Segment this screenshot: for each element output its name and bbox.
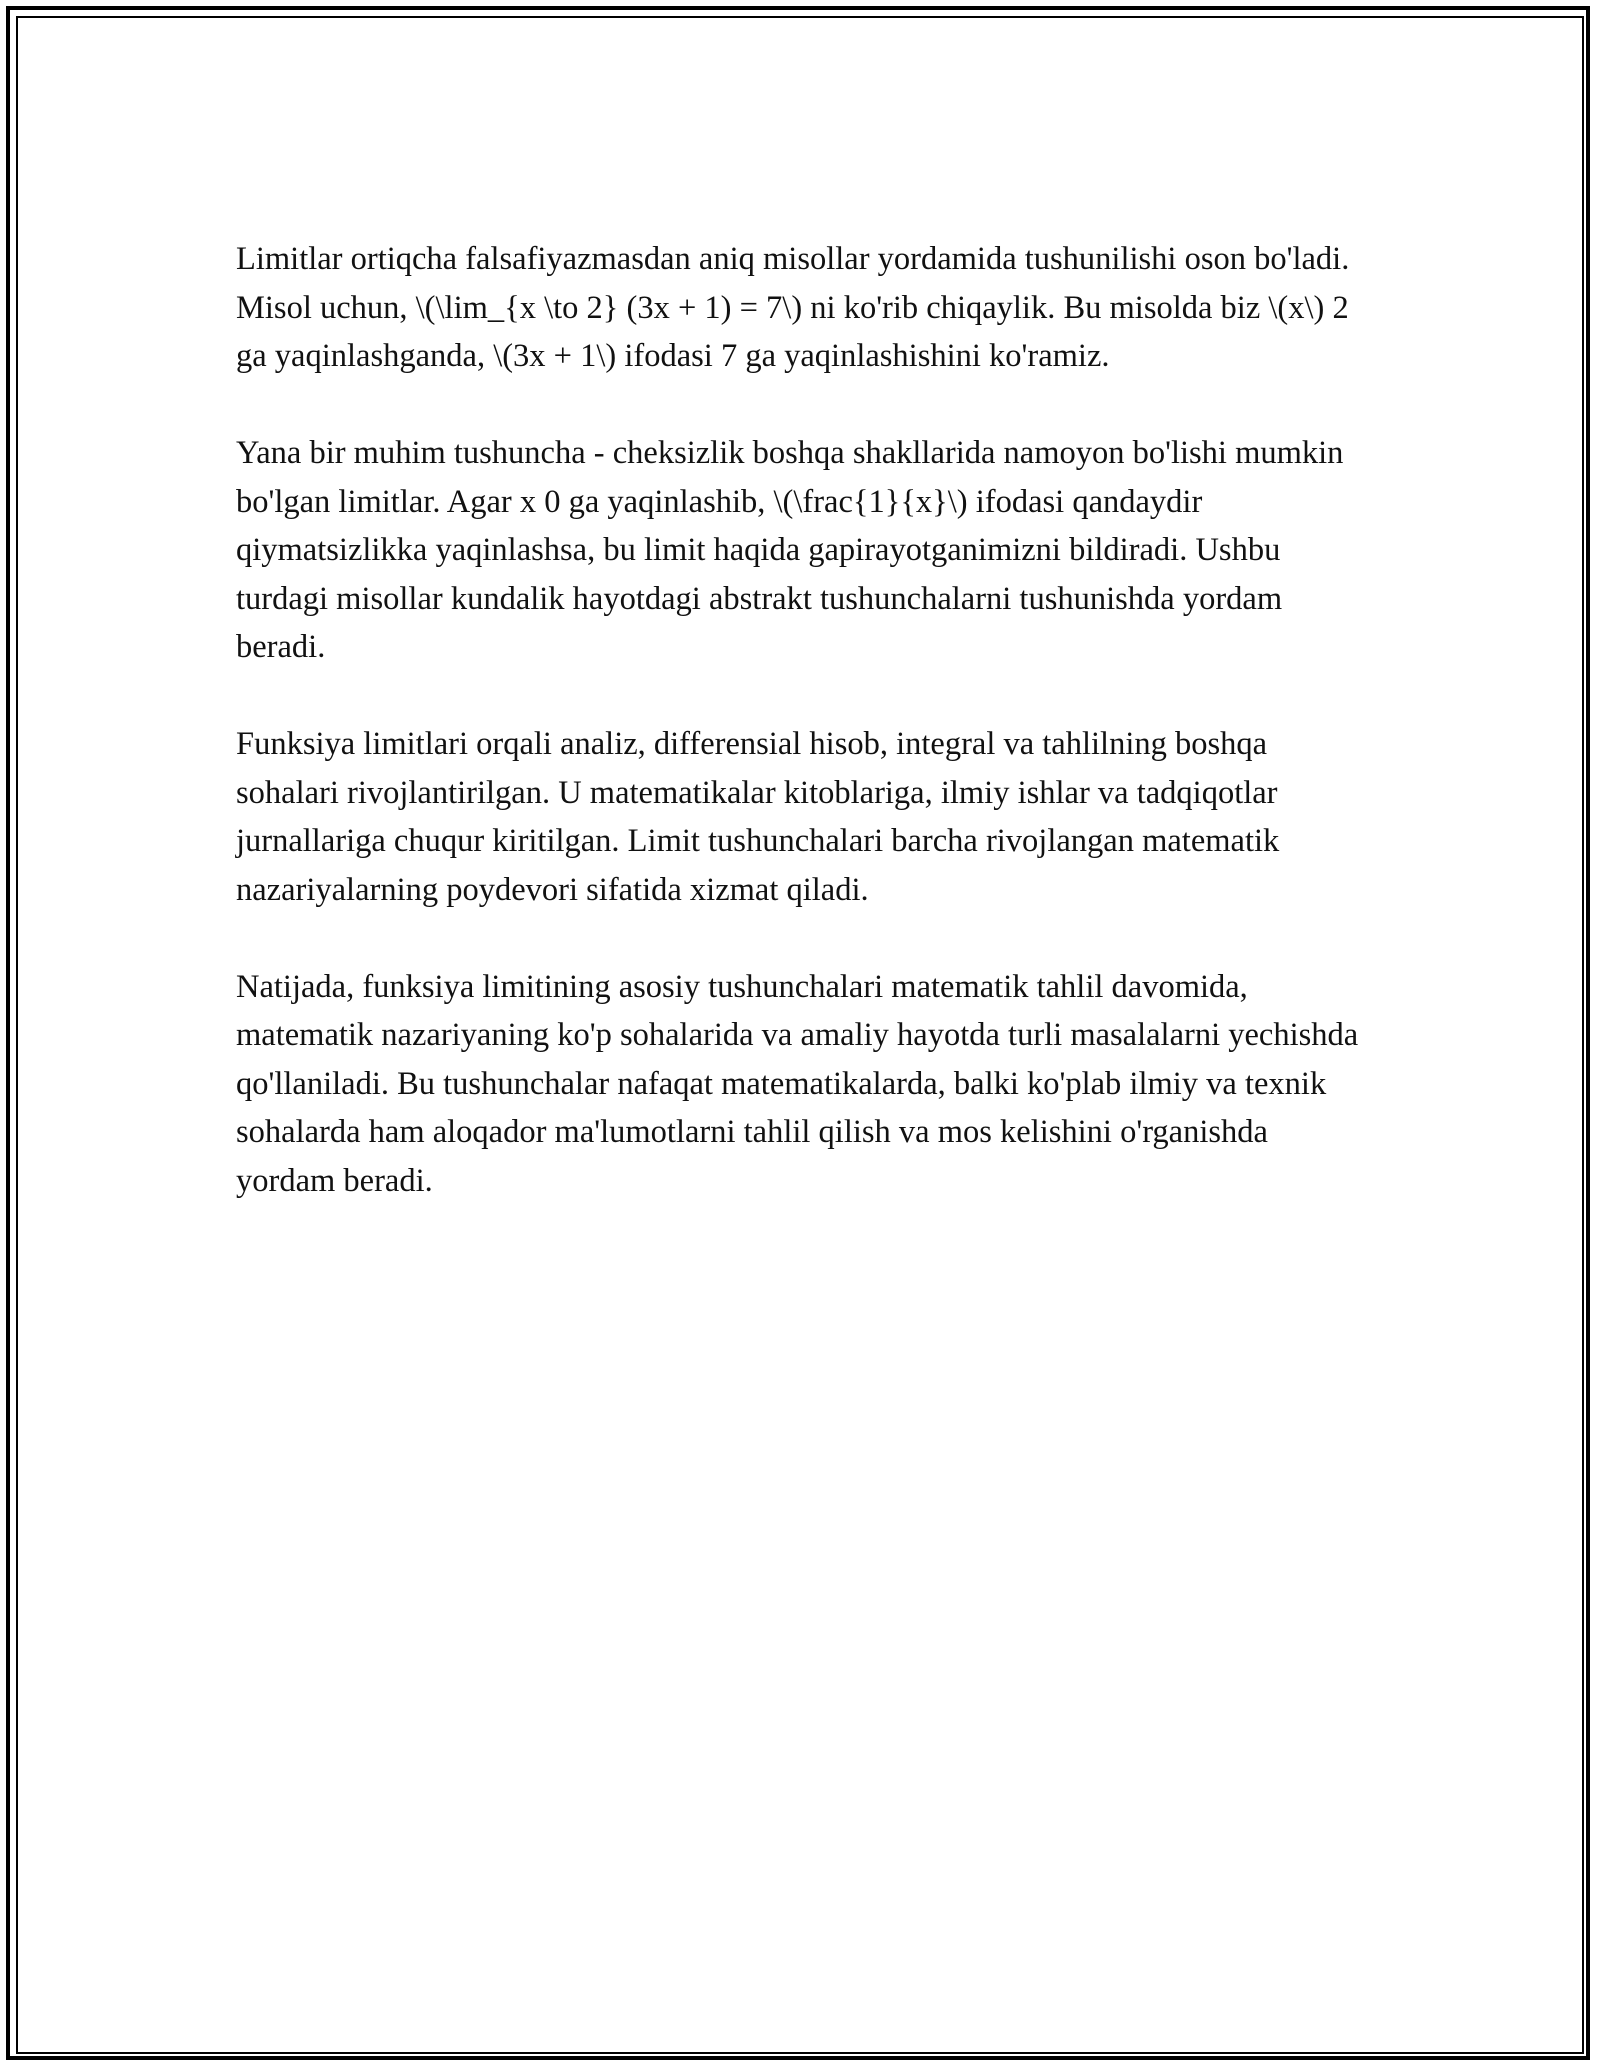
- paragraph-4: Natijada, funksiya limitining asosiy tushunchalari matematik tahlil davomida, matematik nazariyaning ko'p sohalarida va amaliy hayotda turli masalalarni yechishda qo'llaniladi. Bu tushunchalar nafaqat matematikalarda, balki ko'plab ilmiy va texnik sohalarda ham aloqador ma'lumotlarni tahlil qilish va mos kelishini o'rganishda yordam beradi.: [236, 968, 1359, 1199]
- document-body: [236, 235, 1366, 1254]
- paragraph-3: Funksiya limitlari orqali analiz, differensial hisob, integral va tahlilning boshqa sohalari rivojlantirilgan. U matematikalar kitoblariga, ilmiy ishlar va tadqiqotlar jurnallariga chuqur kiritilgan. Limit tushunchalari barcha rivojlangan matematik nazariyalarning poydevori sifatida xizmat qiladi.: [236, 726, 1280, 908]
- paragraph-2: Yana bir muhim tushuncha - cheksizlik boshqa shakllarida namoyon bo'lishi mumkin bo'lgan limitlar. Agar x 0 ga yaqinlashib, \(\frac{1}{x}\) ifodasi qandaydir qiymatsizlikka yaqinlashsa, bu limit haqida gapirayotganimizni bildiradi. Ushbu turdagi misollar kundalik hayotdagi abstrakt tushunchalarni tushunishda yordam beradi.: [236, 435, 1344, 665]
- paragraph-1: Limitlar ortiqcha falsafiyazmasdan aniq misollar yordamida tushunilishi oson bo'ladi. Misol uchun, \(\lim_{x \to 2} (3x + 1) = 7\) ni ko'rib chiqaylik. Bu misolda biz \(x\) 2 ga yaqinlashganda, \(3x + 1\) ifodasi 7 ga yaqinlashishini ko'ramiz.: [236, 241, 1350, 374]
